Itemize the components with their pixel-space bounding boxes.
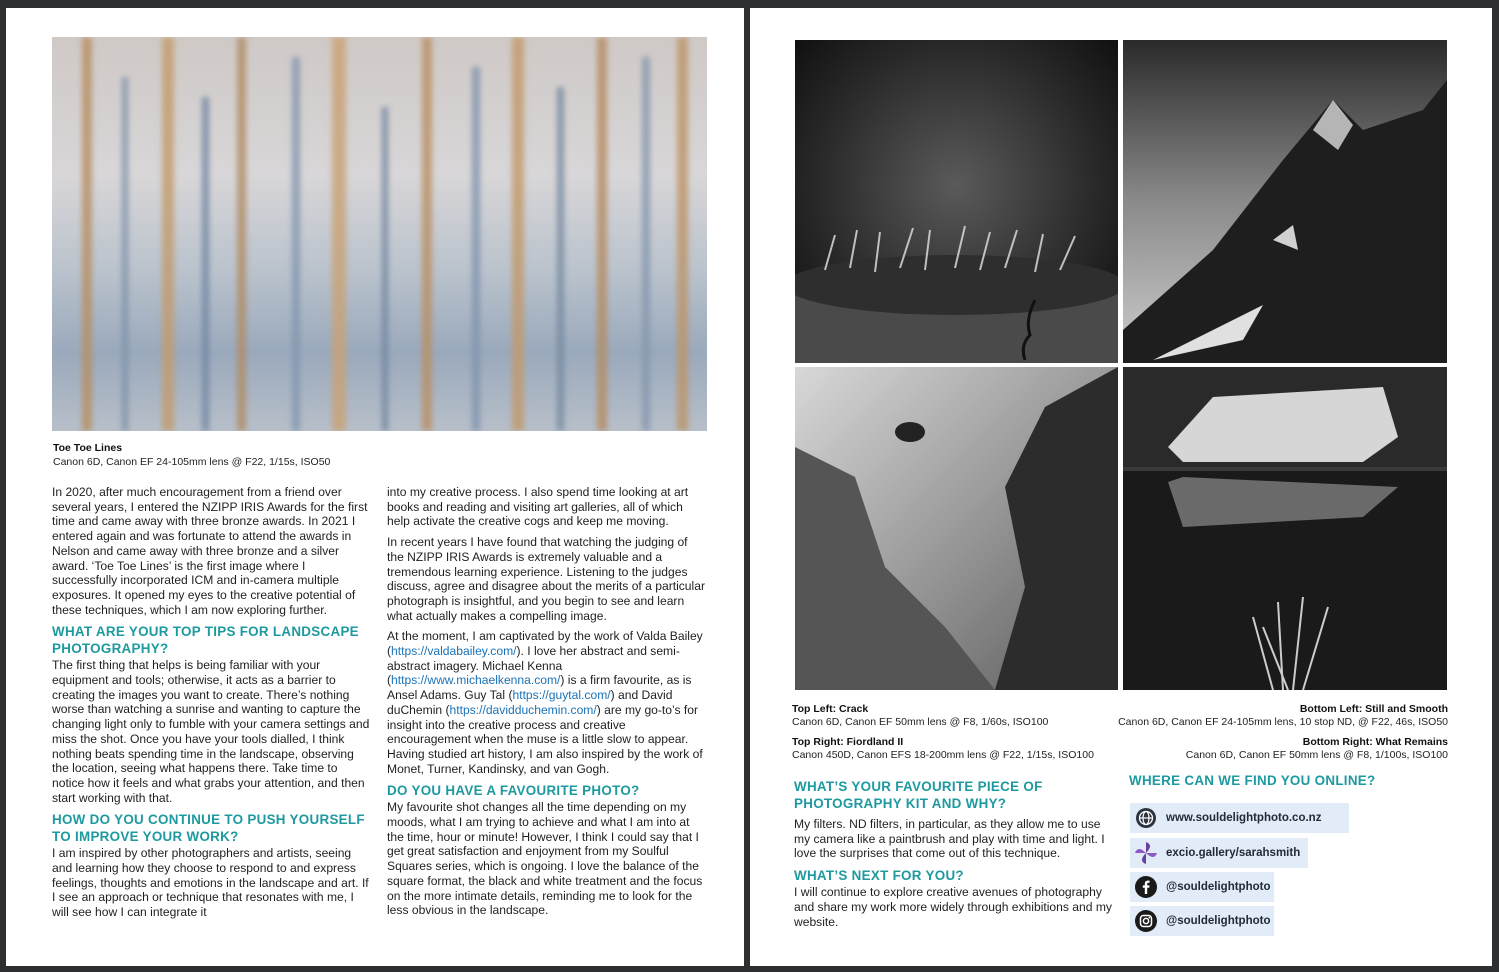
left-column-1 [52,485,370,926]
caption-top-right-text: Canon 450D, Canon EFS 18-200mm lens @ F22, 1/15s, ISO100 [792,749,1094,761]
hero-photo-toe-toe-lines [52,37,707,431]
caption-bottom-left-text: Canon 6D, Canon EF 24-105mm lens, 10 stop ND, @ F22, 46s, ISO50 [1118,716,1448,728]
paragraph-inspirations [387,629,707,776]
heading-favourite-photo: DO YOU HAVE A FAVOURITE PHOTO? [387,783,640,799]
link-michael-kenna[interactable]: https://www.michaelkenna.com/ [391,673,561,688]
social-instagram-label: @souldelightphoto [1166,915,1271,927]
caption-bottom-left-title: Bottom Left: Still and Smooth [1299,703,1448,715]
paragraph-continued: into my creative process. I also spend time looking at art books and reading and visiting art galleries, all of which help activate the creative cogs and keep me moving. [387,485,689,529]
hero-caption-text: Canon 6D, Canon EF 24-105mm lens @ F22, 1/15s, ISO50 [53,456,331,468]
link-guy-tal[interactable]: https://guytal.com/ [512,688,611,703]
globe-icon [1132,804,1160,832]
caption-top-left-text: Canon 6D, Canon EF 50mm lens @ F8, 1/60s, ISO100 [792,716,1049,728]
social-facebook[interactable] [1130,872,1274,902]
social-facebook-label: @souldelightphoto [1166,881,1271,893]
link-david-duchemin[interactable]: https://davidduchemin.com/ [449,702,597,717]
paragraph-next: I will continue to explore creative avenues of photography and share my work more widely through exhibitions and my website. [794,885,1112,929]
paragraph-tips: The first thing that helps is being familiar with your equipment and tools; otherwise, it acts as a barrier to creating the images you want to create. There’s nothing worse than watching a sunrise and wanting to capture the changing light only to fumble with your camera settings and miss the shot. Once you have your tools dialled, I think nothing beats spending time in the landscape, observing the location, seeing what happens there. Take time to notice how it feels and what grabs your attention, and then start working with that. [52,658,370,805]
left-column-2 [387,485,707,924]
instagram-icon [1132,907,1160,935]
caption-top-right-title: Top Right: Fiordland II [792,736,904,748]
heading-favourite-kit: WHAT’S YOUR FAVOURITE PIECE OF PHOTOGRAPHY KIT AND WHY? [794,779,1043,811]
caption-bottom-right-title: Bottom Right: What Remains [1302,736,1448,748]
photo-fiordland-ii [1123,40,1447,363]
inspirations-text-1: At the moment, I am captivated by the work of Valda Bailey ( [387,629,703,659]
link-valda-bailey[interactable]: https://valdabailey.com/ [391,644,517,659]
heading-whats-next: WHAT’S NEXT FOR YOU? [794,868,964,884]
heading-find-online: WHERE CAN WE FIND YOU ONLINE? [1129,773,1376,788]
hero-caption-title: Toe Toe Lines [53,442,123,454]
heading-push-yourself: HOW DO YOU CONTINUE TO PUSH YOURSELF TO IMPROVE YOUR WORK? [52,812,365,845]
caption-top-left-title: Top Left: Crack [792,703,869,715]
paragraph-push: I am inspired by other photographers and artists, seeing and learning how they choose to respond to and express feelings, thoughts and emotions in the landscape and art. If I see an approach or technique that resonates with me, I will see how I can integrate it [52,846,369,920]
inspirations-text-5: ) are my go-to’s for insight into the creative process and creative encouragement when the muse is a little slow to appear. Having studied art history, I am also inspired by the work of Monet, Turner, Kandinsky, and van Gogh. [387,702,703,776]
photo-what-remains [1123,367,1447,690]
heading-top-tips: WHAT ARE YOUR TOP TIPS FOR LANDSCAPE PHOTOGRAPHY? [52,624,359,657]
paragraph-favourite: My favourite shot changes all the time depending on my moods, what I am trying to achieve and what I am into at the time, hour or minute! However, I think I could say that I get great satisfaction and enjoyment from my Soulful Squares series, which is ongoing. I love the balance of the square format, the black and white treatment and the focus on the more intimate details, reminding me to look for the less obvious in the landscape. [387,800,703,918]
social-website-label: www.souldelightphoto.co.nz [1166,812,1322,824]
inspirations-text-3: ) is a firm favourite, as is Ansel Adams. Guy Tal ( [387,673,692,703]
right-column-1 [794,772,1112,935]
social-instagram[interactable] [1130,906,1274,936]
caption-bottom-right-text: Canon 6D, Canon EF 50mm lens @ F8, 1/100s, ISO100 [1185,749,1448,761]
facebook-icon [1132,873,1160,901]
inspirations-text-4: ) and David duChemin ( [387,688,673,717]
paragraph-judging: In recent years I have found that watching the judging of the NZIPP IRIS Awards is extremely valuable and a tremendous learning experience. Listening to the judges discuss, agree and disagree about the merits of a particular photograph is insightful, and you begin to see and learn what actually makes a compelling image. [387,535,705,623]
social-excio[interactable] [1130,838,1308,868]
photo-crack [795,40,1118,363]
inspirations-text-2: ). I love her abstract and semi-abstract imagery. Michael Kenna ( [387,644,680,688]
paragraph-intro: In 2020, after much encouragement from a friend over several years, I entered the NZIPP IRIS Awards for the first time and came away with three bronze awards. In 2021 I entered again and was fortunate to attend the awards in Nelson and came away with three bronze and a silver award. ‘Toe Toe Lines’ is the first image where I successfully incorporated ICM and in-camera multiple exposures. It opened my eyes to the creative potential of these techniques, which I am now exploring further. [52,485,368,617]
photo-still-and-smooth [795,367,1118,690]
excio-pinwheel-icon [1132,839,1160,867]
social-website[interactable] [1130,803,1349,833]
paragraph-kit: My filters. ND filters, in particular, as they allow me to use my camera like a paintbrush and play with time and light. I love the surprises that come out of this technique. [794,817,1105,861]
social-excio-label: excio.gallery/sarahsmith [1166,847,1301,859]
